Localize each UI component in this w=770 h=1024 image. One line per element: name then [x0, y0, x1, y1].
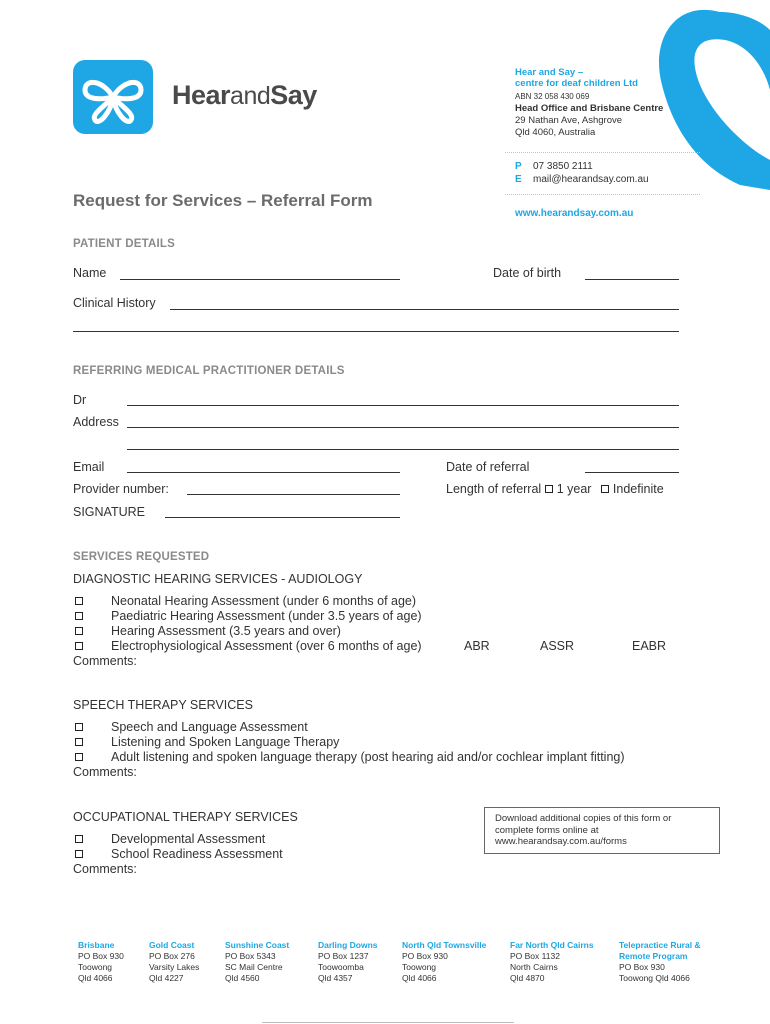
- footer-line: PO Box 5343: [225, 951, 276, 961]
- footer-line: Toowoomba: [318, 962, 364, 972]
- logo-wordmark: [172, 80, 317, 111]
- footer-title: Sunshine Coast: [225, 940, 290, 950]
- footer-title: North Qld Townsville: [402, 940, 487, 950]
- phone-label: P: [515, 161, 522, 172]
- divider: [505, 194, 700, 195]
- footer-line: Toowong: [402, 962, 437, 972]
- checkbox-icon[interactable]: [75, 627, 83, 635]
- phone-value: 07 3850 2111: [533, 161, 593, 172]
- name-label: Name: [73, 266, 107, 280]
- footer-line: Qld 4357: [318, 973, 353, 983]
- footer-line: PO Box 1132: [510, 951, 560, 961]
- email-field-label: Email: [73, 460, 105, 474]
- address-field-2[interactable]: [127, 449, 679, 450]
- footer-line: Qld 4066: [402, 973, 437, 983]
- clinical-history-label: Clinical History: [73, 296, 156, 310]
- website-link[interactable]: www.hearandsay.com.au: [515, 208, 634, 219]
- footer-line: PO Box 930: [402, 951, 448, 961]
- office-title: Head Office and Brisbane Centre: [515, 103, 664, 114]
- checkbox-icon[interactable]: [75, 642, 83, 650]
- signature-field[interactable]: [165, 517, 400, 518]
- logo-badge: [73, 60, 153, 134]
- footer-line: Toowong Qld 4066: [619, 973, 690, 983]
- footer-line: Qld 4560: [225, 973, 260, 983]
- footer-line: Qld 4870: [510, 973, 545, 983]
- speech-comments-label: Comments:: [73, 765, 137, 779]
- checkbox-icon[interactable]: [75, 597, 83, 605]
- footer-line: PO Box 930: [619, 962, 665, 972]
- footer-title: Telepractice Rural &: [619, 940, 701, 950]
- signature-label: SIGNATURE: [73, 505, 145, 519]
- footer-title: Brisbane: [78, 940, 115, 950]
- referral-date-field[interactable]: [585, 472, 679, 473]
- dob-field[interactable]: [585, 279, 679, 280]
- email-value[interactable]: mail@hearandsay.com.au: [533, 174, 649, 185]
- email-label: E: [515, 174, 522, 185]
- checkbox-icon[interactable]: [545, 485, 553, 493]
- footer-line: PO Box 930: [78, 951, 124, 961]
- footer-line: PO Box 276: [149, 951, 195, 961]
- clinical-history-field-2[interactable]: [73, 331, 679, 332]
- logo-say: Say: [270, 80, 317, 110]
- checkbox-icon[interactable]: [75, 723, 83, 731]
- practitioner-heading: REFERRING MEDICAL PRACTITIONER DETAILS: [73, 365, 345, 377]
- checkbox-icon[interactable]: [75, 753, 83, 761]
- ot-comments-label: Comments:: [73, 862, 137, 876]
- footer-line: Qld 4066: [78, 973, 113, 983]
- bottom-rule: [262, 1022, 514, 1023]
- abr-option[interactable]: ABR: [464, 639, 490, 653]
- footer-title: Darling Downs: [318, 940, 378, 950]
- audiology-comments-label: Comments:: [73, 654, 137, 668]
- address-field[interactable]: [127, 427, 679, 428]
- footer-line: PO Box 1237: [318, 951, 369, 961]
- checkbox-icon[interactable]: [75, 738, 83, 746]
- name-field[interactable]: [120, 279, 400, 280]
- dr-label: Dr: [73, 393, 87, 407]
- logo-and: and: [230, 82, 271, 110]
- address-label: Address: [73, 415, 119, 429]
- footer-line: North Cairns: [510, 962, 558, 972]
- org-name-1: Hear and Say –: [515, 67, 584, 78]
- clinical-history-field[interactable]: [170, 309, 679, 310]
- footer-line: Qld 4227: [149, 973, 184, 983]
- logo-hear: Hear: [172, 80, 231, 110]
- ring-decoration: [600, 0, 770, 200]
- form-title: Request for Services – Referral Form: [73, 191, 373, 210]
- address-line-1: 29 Nathan Ave, Ashgrove: [515, 115, 623, 126]
- email-field[interactable]: [127, 472, 400, 473]
- org-name-2: centre for deaf children Ltd: [515, 78, 638, 89]
- length-label: Length of referral: [446, 482, 542, 496]
- checkbox-icon[interactable]: [75, 835, 83, 843]
- audiology-heading: DIAGNOSTIC HEARING SERVICES - AUDIOLOGY: [73, 572, 363, 586]
- option-1-year: 1 year: [556, 482, 592, 496]
- address-line-2: Qld 4060, Australia: [515, 127, 596, 138]
- patient-details-heading: PATIENT DETAILS: [73, 238, 176, 250]
- provider-number-label: Provider number:: [73, 482, 169, 496]
- speech-heading: SPEECH THERAPY SERVICES: [73, 698, 253, 712]
- org-abn: ABN 32 058 430 069: [515, 92, 590, 101]
- footer-line: Varsity Lakes: [149, 962, 200, 972]
- services-heading: SERVICES REQUESTED: [73, 551, 210, 563]
- checkbox-icon[interactable]: [601, 485, 609, 493]
- divider: [505, 152, 700, 153]
- length-of-referral: [446, 482, 664, 496]
- eabr-option[interactable]: EABR: [632, 639, 667, 653]
- footer-line: SC Mail Centre: [225, 962, 283, 972]
- referral-date-label: Date of referral: [446, 460, 530, 474]
- download-note: Download additional copies of this form or complete forms online at www.hearandsay.com.au/forms: [484, 807, 720, 854]
- footer-line: Toowong: [78, 962, 113, 972]
- option-indefinite: Indefinite: [612, 482, 664, 496]
- assr-option[interactable]: ASSR: [540, 639, 575, 653]
- checkbox-icon[interactable]: [75, 612, 83, 620]
- checkbox-icon[interactable]: [75, 850, 83, 858]
- dob-label: Date of birth: [493, 266, 562, 280]
- butterfly-icon: [73, 60, 153, 134]
- footer-title: Gold Coast: [149, 940, 195, 950]
- provider-number-field[interactable]: [187, 494, 400, 495]
- ot-heading: OCCUPATIONAL THERAPY SERVICES: [73, 810, 298, 824]
- dr-field[interactable]: [127, 405, 679, 406]
- footer-title: Far North Qld Cairns: [510, 940, 594, 950]
- footer-title-2: Remote Program: [619, 951, 688, 961]
